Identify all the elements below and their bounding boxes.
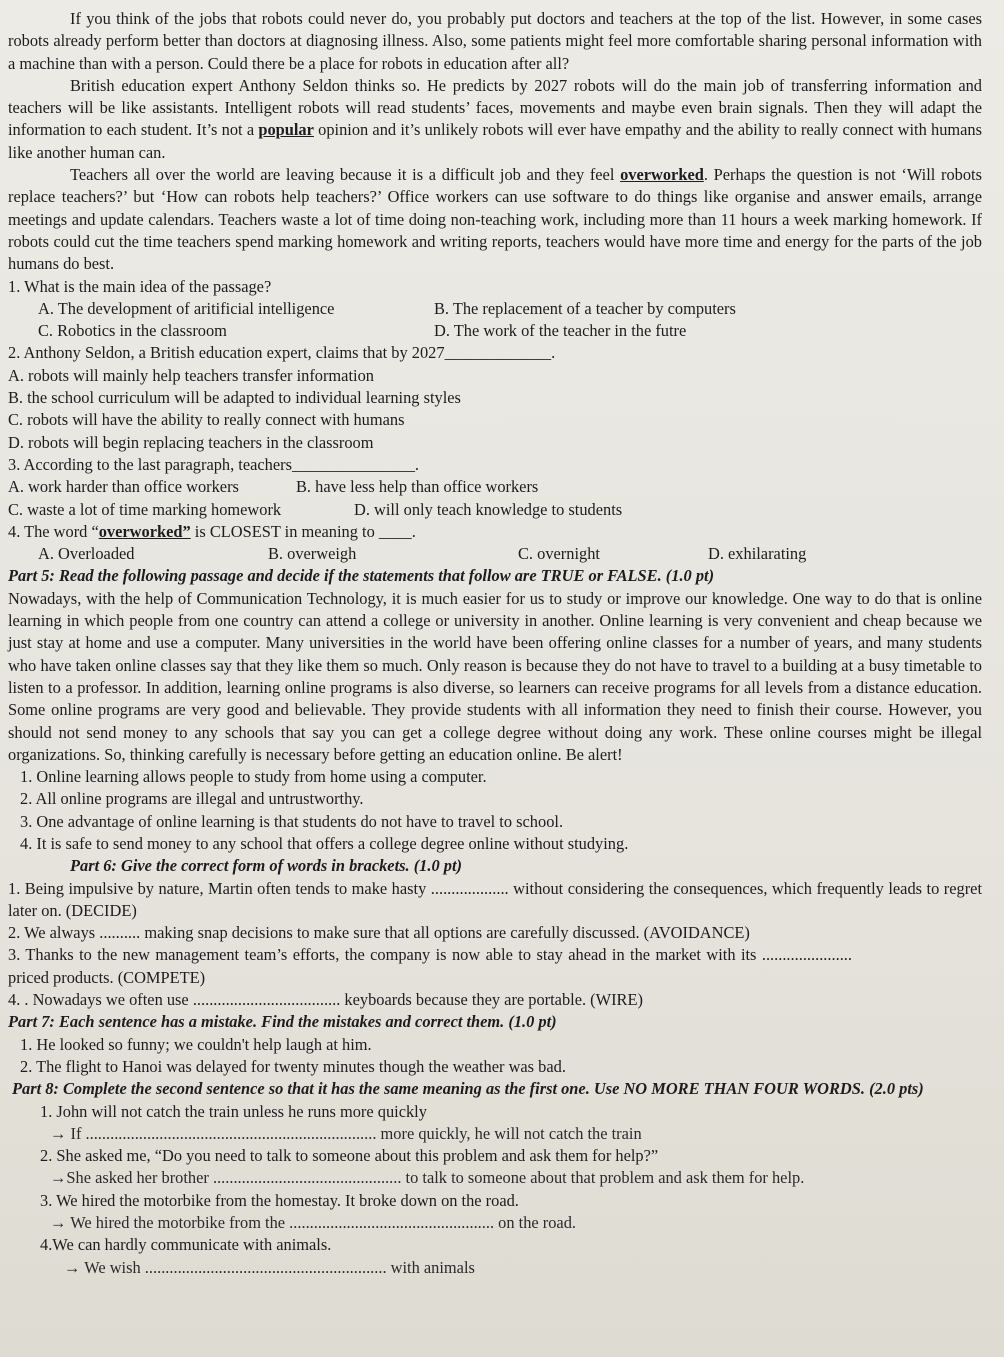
underlined-word-overworked: overworked xyxy=(620,165,704,185)
part-5-statement-1: 1. Online learning allows people to study from home using a computer. xyxy=(20,767,487,787)
passage-paragraph-3-rest: . Perhaps the question is not ‘Will robots replace teachers?’ but ‘How can robots help teachers?’ Office workers can use software to do things like organise and answer emails, arrange meetings and update calendars. Teachers waste a lot of time doing non-teaching work, including more than 11 hours a week marking homework. If robots could cut the time teachers spend marking homework and writing reports, teachers would have more time and energy for the parts of the job humans do best. xyxy=(8,165,982,274)
question-2-blank[interactable]: _____________. xyxy=(444,343,556,363)
question-4-stem-pre: 4. The word “ xyxy=(8,521,99,541)
part-6-item-3 xyxy=(8,944,982,989)
part-6-item-3-pre: 3. Thanks to the new management team’s efforts, the company is now able to stay ahead in the market with its xyxy=(8,945,762,965)
part-6-title xyxy=(8,855,982,877)
part-6-item-4-pre: 4. . Nowadays we often use xyxy=(8,990,193,1010)
part-8-item-3-blank[interactable]: .................................................. xyxy=(289,1213,495,1233)
part-8-item-2-arrow-post: to talk to someone about that problem and ask them for help. xyxy=(401,1168,805,1188)
part-6-item-2-post: making snap decisions to make sure that all options are carefully discussed. (AVOIDANCE) xyxy=(140,923,750,943)
question-4-options-row xyxy=(8,543,982,565)
passage-paragraph-2-rest: opinion and it’s unlikely robots will ever have empathy and the ability to really connect with humans like another human can. xyxy=(8,120,982,162)
question-2-option-a[interactable]: A. robots will mainly help teachers transfer information xyxy=(8,365,374,385)
question-3-option-c[interactable]: C. waste a lot of time marking homework xyxy=(8,499,282,519)
part-6-item-3-blank[interactable]: ...................... xyxy=(761,945,852,965)
part-5-statement-2: 2. All online programs are illegal and untrustworthy. xyxy=(20,789,364,809)
question-3-options-row-2 xyxy=(8,499,982,521)
question-4-option-c[interactable]: C. overnight xyxy=(518,544,600,564)
question-4-option-d[interactable]: D. exhilarating xyxy=(708,544,807,564)
part-8-item-4-first: 4.We can hardly communicate with animals. xyxy=(40,1235,332,1255)
question-1-option-a[interactable]: A. The development of aritificial intelligence xyxy=(38,298,335,318)
passage-paragraph-3-text: Teachers all over the world are leaving because it is a difficult job and they feel xyxy=(70,165,621,185)
part-6-title-text: Part 6: Give the correct form of words in brackets. (1.0 pt) xyxy=(70,856,462,876)
part-7-item-1: 1. He looked so funny; we couldn't help laugh at him. xyxy=(20,1034,372,1054)
part-8-item-4-arrow-post: with animals xyxy=(386,1257,475,1277)
passage-paragraph-1: If you think of the jobs that robots could never do, you probably put doctors and teachers at the top of the list. However, in some cases robots already perform better than doctors at diagnosing illness. Also, some patients might feel more comfortable sharing personal information with a machine than with a person. Could there be a place for robots in education after all? xyxy=(8,9,982,73)
part-6-item-1 xyxy=(8,878,982,923)
part-8-item-2-arrow-pre: →She asked her brother xyxy=(50,1168,213,1188)
part-8-item-1-arrow-pre: → If xyxy=(50,1123,86,1143)
part-6-item-2-pre: 2. We always xyxy=(8,923,100,943)
question-1-stem: 1. What is the main idea of the passage? xyxy=(8,276,272,296)
part-6-item-1-blank[interactable]: ................... xyxy=(430,878,509,898)
part-6-item-4-post: keyboards because they are portable. (WIRE) xyxy=(340,990,643,1010)
part-8-item-3-arrow-pre: → We hired the motorbike from the xyxy=(50,1213,290,1233)
question-2-stem xyxy=(8,342,982,364)
question-3-stem-text: 3. According to the last paragraph, teachers xyxy=(8,454,292,474)
question-4-stem-post: is CLOSEST in meaning to xyxy=(190,521,375,541)
part-5-title xyxy=(8,565,982,587)
question-4-option-a[interactable]: A. Overloaded xyxy=(38,544,135,564)
question-1-option-b[interactable]: B. The replacement of a teacher by computers xyxy=(434,298,736,318)
passage-paragraph-2 xyxy=(8,75,982,164)
part-8-item-3-first: 3. We hired the motorbike from the homestay. It broke down on the road. xyxy=(40,1190,519,1210)
part-6-item-3-post: priced products. (COMPETE) xyxy=(8,967,206,987)
part-5-statement-4: 4. It is safe to send money to any school that offers a college degree online without studying. xyxy=(20,833,629,853)
question-1-option-d[interactable]: D. The work of the teacher in the futre xyxy=(434,321,687,341)
part-8-item-1-rewrite xyxy=(8,1123,982,1145)
part-8-item-3-arrow-post: on the road. xyxy=(494,1213,576,1233)
passage-paragraph-2-text: British education expert Anthony Seldon thinks so. He predicts by 2027 robots will do the main job of transferring information and teachers will be like assistants. Intelligent robots will read students’ faces, movements and maybe even brain signals. Then they will adapt the information to each student. It’s not a xyxy=(8,75,982,140)
part-8-item-4-arrow-pre: → We wish xyxy=(64,1257,145,1277)
part-8-item-1-blank[interactable]: ....................................................................... xyxy=(85,1123,377,1143)
part-8-item-1-first: 1. John will not catch the train unless he runs more quickly xyxy=(40,1101,427,1121)
part-8-item-3-rewrite xyxy=(8,1212,982,1234)
part-6-item-4 xyxy=(8,989,982,1011)
part-6-item-1-post: without considering the consequences, which frequently leads to regret later on. (DECIDE) xyxy=(8,878,982,920)
part-5-statement-3: 3. One advantage of online learning is that students do not have to travel to school. xyxy=(20,811,564,831)
part-8-title-text: Part 8: Complete the second sentence so that it has the same meaning as the first one. Use NO MORE THAN FOUR WORDS. (2.0 pts) xyxy=(12,1079,924,1099)
question-4-underlined-word: overworked” xyxy=(98,521,191,541)
part-8-item-2-first: 2. She asked me, “Do you need to talk to someone about this problem and ask them for help?” xyxy=(40,1146,659,1166)
part-6-item-2-blank[interactable]: .......... xyxy=(99,923,141,943)
part-7-title-text: Part 7: Each sentence has a mistake. Find the mistakes and correct them. (1.0 pt) xyxy=(8,1012,557,1032)
part-8-item-2-rewrite xyxy=(8,1167,982,1189)
part-8-item-4-rewrite xyxy=(8,1257,982,1279)
part-8-item-4-blank[interactable]: ........................................................... xyxy=(144,1257,387,1277)
part-5-title-text: Part 5: Read the following passage and decide if the statements that follow are TRUE or FALSE. (1.0 pt) xyxy=(8,566,715,586)
part-7-title xyxy=(8,1011,982,1033)
question-4-stem xyxy=(8,521,982,543)
part-6-item-2 xyxy=(8,922,982,944)
part-6-item-4-blank[interactable]: .................................... xyxy=(192,990,341,1010)
question-4-blank[interactable]: ____. xyxy=(378,521,416,541)
question-3-option-a[interactable]: A. work harder than office workers xyxy=(8,477,239,497)
part-8-title xyxy=(8,1078,982,1100)
part-6-item-1-pre: 1. Being impulsive by nature, Martin often tends to make hasty xyxy=(8,878,431,898)
question-1-options-row-1 xyxy=(8,298,982,320)
part-7-item-2: 2. The flight to Hanoi was delayed for twenty minutes though the weather was bad. xyxy=(20,1056,566,1076)
passage-paragraph-3 xyxy=(8,164,982,275)
question-2-stem-text: 2. Anthony Seldon, a British education expert, claims that by 2027 xyxy=(8,343,445,363)
part-8-item-2-blank[interactable]: .............................................. xyxy=(212,1168,402,1188)
question-1-options-row-2 xyxy=(8,320,982,342)
underlined-word-popular: popular xyxy=(258,120,314,140)
question-2-option-d[interactable]: D. robots will begin replacing teachers in the classroom xyxy=(8,432,374,452)
part-5-passage: Nowadays, with the help of Communication Technology, it is much easier for us to study or improve our knowledge. One way to do that is online learning in which people from one country can attend a college or university in another. Online learning is very convenient and cheap because we just stay at home and use a computer. Many universities in the world have been offering online classes for a number of years, and many students who have taken online classes say that they like them so much. Only reason is because they do not have to travel to a building at a busy timetable to listen to a professor. In addition, learning online programs is also diverse, so learners can receive programs for all levels from a distance education. Some online programs are very good and believable. They provide students with all information they need to finish their course. However, you should not send money to any schools that say you can get a college degree without doing any work. These online courses might be illegal organizations. So, thinking carefully is necessary before getting an education online. Be alert! xyxy=(8,588,982,764)
question-3-options-row-1 xyxy=(8,476,982,498)
question-1-option-c[interactable]: C. Robotics in the classroom xyxy=(38,321,227,341)
question-3-option-d[interactable]: D. will only teach knowledge to students xyxy=(354,499,623,519)
question-3-blank[interactable]: _______________. xyxy=(292,454,420,474)
question-3-stem xyxy=(8,454,982,476)
question-4-option-b[interactable]: B. overweigh xyxy=(268,544,357,564)
question-3-option-b[interactable]: B. have less help than office workers xyxy=(296,477,539,497)
part-8-item-1-arrow-post: more quickly, he will not catch the train xyxy=(376,1123,642,1143)
question-2-option-c[interactable]: C. robots will have the ability to really connect with humans xyxy=(8,410,405,430)
question-2-option-b[interactable]: B. the school curriculum will be adapted to individual learning styles xyxy=(8,388,461,408)
